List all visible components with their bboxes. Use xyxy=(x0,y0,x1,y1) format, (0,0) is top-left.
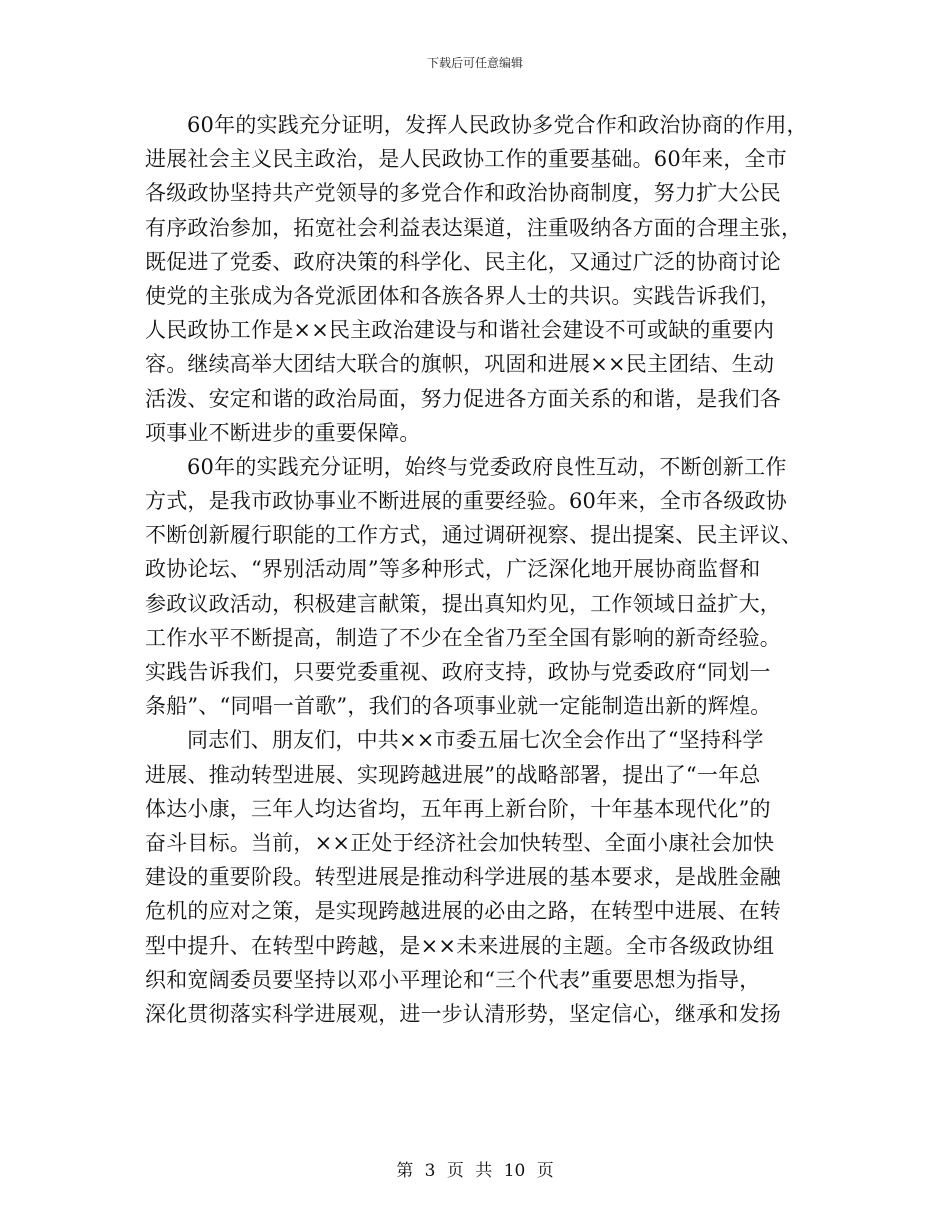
text-line: 工作水平不断提高，制造了不少在全省乃至全国有影响的新奇经验。 xyxy=(145,625,781,650)
text-line: 活泼、安定和谐的政治局面，努力促进各方面关系的和谐，是我们各 xyxy=(145,386,781,411)
text-line: 各级政协坚持共产党领导的多党合作和政治协商制度，努力扩大公民 xyxy=(145,181,781,206)
text-line: 建设的重要阶段。转型进展是推动科学进展的基本要求，是战胜金融 xyxy=(145,865,781,890)
text-line: 危机的应对之策，是实现跨越进展的必由之路，在转型中进展、在转 xyxy=(145,899,781,924)
text-line: 奋斗目标。当前，××正处于经济社会加快转型、全面小康社会加快 xyxy=(145,830,775,855)
text-line: 60年的实践充分证明，始终与党委政府良性互动，不断创新工作 xyxy=(187,454,787,479)
text-line: 60年的实践充分证明，发挥人民政协多党合作和政治协商的作用， xyxy=(187,113,808,137)
text-line: 进展、推动转型进展、实现跨越进展”的战略部署，提出了“一年总 xyxy=(145,762,761,787)
text-line: 实践告诉我们，只要党委重视、政府支持，政协与党委政府“同划一 xyxy=(145,660,771,684)
text-line: 进展社会主义民主政治，是人民政协工作的重要基础。60年来，全市 xyxy=(145,147,787,172)
page-header: 下载后可任意编辑 xyxy=(426,56,523,70)
text-line: 既促进了党委、政府决策的科学化、民主化，又通过广泛的协商讨论 xyxy=(145,249,781,274)
text-line: 方式，是我市政协事业不断进展的重要经验。60年来，全市各级政协 xyxy=(145,489,787,514)
text-line: 参政议政活动，积极建言献策，提出真知灼见，工作领域日益扩大， xyxy=(145,591,781,616)
text-line: 项事业不断进步的重要保障。 xyxy=(145,420,421,445)
text-line: 型中提升、在转型中跨越，是××未来进展的主题。全市各级政协组 xyxy=(145,933,775,958)
text-line: 深化贯彻落实科学进展观，进一步认清形势，坚定信心，继承和发扬 xyxy=(145,1001,781,1026)
text-line: 政协论坛、“界别活动周”等多种形式，广泛深化地开展协商监督和 xyxy=(145,557,761,582)
text-line: 容。继续高举大团结大联合的旗帜，巩固和进展××民主团结、生动 xyxy=(145,352,775,377)
text-line: 人民政协工作是××民主政治建设与和谐社会建设不可或缺的重要内 xyxy=(145,318,775,343)
text-line: 同志们、朋友们，中共××市委五届七次全会作出了“坚持科学 xyxy=(187,728,764,753)
text-line: 体达小康，三年人均达省均，五年再上新台阶，十年基本现代化”的 xyxy=(145,796,771,821)
document-body xyxy=(145,108,808,1031)
text-line: 织和宽阔委员要坚持以邓小平理论和“三个代表”重要思想为指导， xyxy=(145,967,761,992)
text-line: 使党的主张成为各党派团体和各族各界人士的共识。实践告诉我们， xyxy=(145,283,781,308)
text-line: 不断创新履行职能的工作方式，通过调研视察、提出提案、民主评议、 xyxy=(145,523,803,548)
text-line: 有序政治参加，拓宽社会利益表达渠道，注重吸纳各方面的合理主张， xyxy=(145,215,803,240)
text-line: 条船”、“同唱一首歌”，我们的各项事业就一定能制造出新的辉煌。 xyxy=(145,694,772,719)
page-number: 第 3 页 共 10 页 xyxy=(396,1161,554,1181)
